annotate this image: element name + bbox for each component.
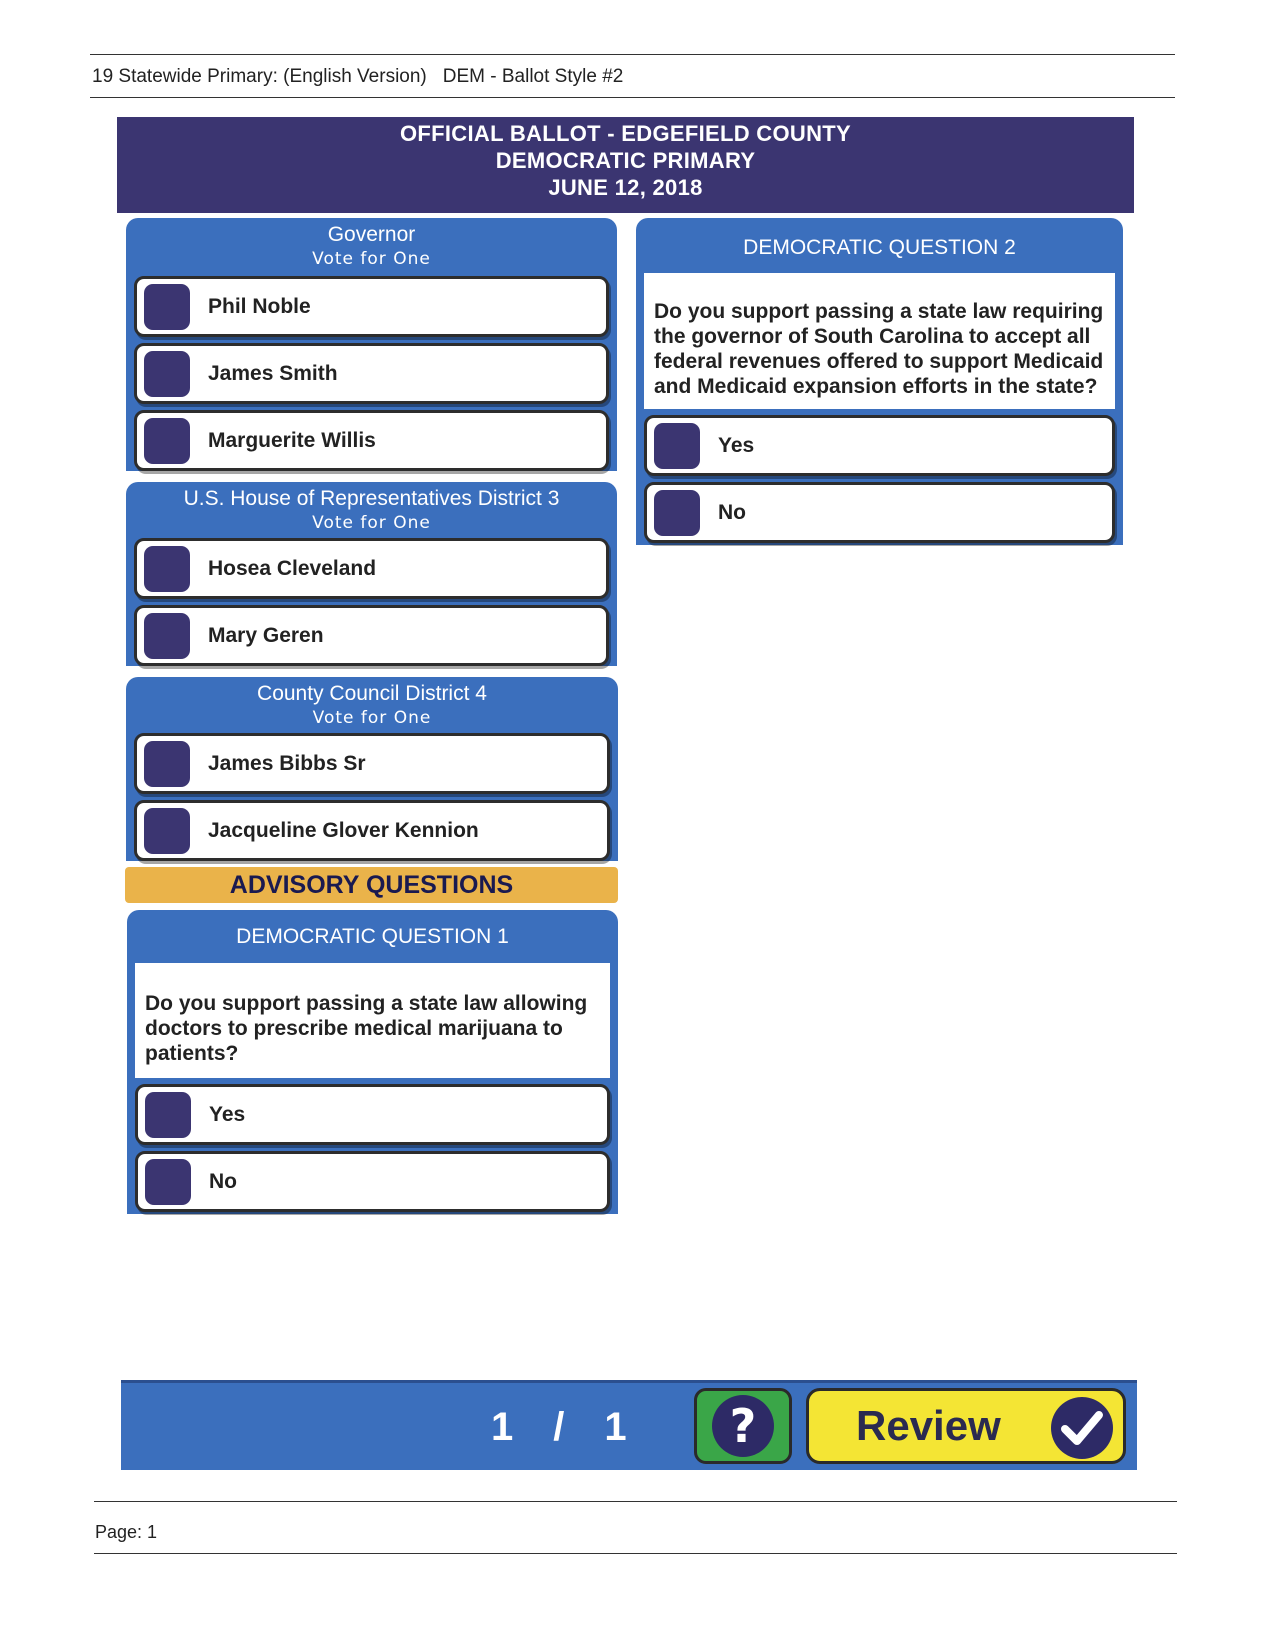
footer-top-rule (94, 1501, 1177, 1502)
choice-label: Mary Geren (208, 623, 324, 647)
choice-bubble[interactable] (144, 284, 190, 330)
contest-header (134, 677, 610, 733)
document-header-left: 19 Statewide Primary: (English Version) (92, 66, 427, 87)
advisory-questions-header: ADVISORY QUESTIONS (125, 867, 618, 903)
choice-bubble[interactable] (654, 490, 700, 536)
choice-bubble[interactable] (144, 808, 190, 854)
choice-label: Jacqueline Glover Kennion (208, 818, 479, 842)
contest-title: County Council District 4 (257, 682, 487, 705)
contest-county-council-district-4 (126, 677, 618, 861)
choice-bubble[interactable] (654, 423, 700, 469)
document-header (92, 66, 1172, 88)
current-page: 1 (491, 1405, 516, 1449)
choice-label: Yes (718, 433, 755, 457)
question-text: Do you support passing a state law allowing doctors to prescribe medical marijuana to patients? (135, 963, 610, 1078)
choice-label: James Smith (208, 361, 338, 385)
choice-james-bibbs-sr[interactable] (134, 733, 610, 794)
footer-bottom-rule (94, 1553, 1177, 1554)
choice-label: Yes (209, 1102, 246, 1126)
contest-instruction: Vote for One (312, 249, 431, 269)
contest-us-house-district-3 (126, 482, 617, 666)
page-separator: / (553, 1405, 567, 1449)
review-label: Review (856, 1402, 1001, 1449)
navigation-bar (121, 1380, 1137, 1470)
total-pages: 1 (604, 1405, 629, 1449)
contest-instruction: Vote for One (312, 708, 432, 728)
choice-bubble[interactable] (144, 546, 190, 592)
help-icon: ? (712, 1395, 774, 1457)
contest-governor (126, 218, 617, 471)
question-1-choice-no[interactable] (135, 1151, 610, 1212)
contest-header (134, 482, 609, 538)
ballot-title (117, 117, 1134, 213)
choice-label: Phil Noble (208, 294, 311, 318)
choice-marguerite-willis[interactable] (134, 410, 609, 471)
choice-bubble[interactable] (144, 741, 190, 787)
choice-label: Marguerite Willis (208, 428, 376, 452)
choice-mary-geren[interactable] (134, 605, 609, 666)
question-title: DEMOCRATIC QUESTION 2 (743, 236, 1016, 259)
choice-bubble[interactable] (145, 1159, 191, 1205)
ballot-title-line1: OFFICIAL BALLOT - EDGEFIELD COUNTY (400, 121, 851, 146)
review-button[interactable] (806, 1388, 1126, 1464)
header-top-rule (90, 54, 1175, 55)
democratic-question-2 (636, 218, 1123, 545)
choice-label: James Bibbs Sr (208, 751, 366, 775)
contest-title: Governor (327, 223, 416, 246)
contest-title: U.S. House of Representatives District 3 (183, 487, 560, 510)
page-counter (491, 1405, 629, 1450)
question-2-choice-yes[interactable] (644, 415, 1115, 476)
choice-phil-noble[interactable] (134, 276, 609, 337)
choice-bubble[interactable] (144, 351, 190, 397)
contest-header (134, 218, 609, 276)
choice-bubble[interactable] (145, 1092, 191, 1138)
choice-bubble[interactable] (144, 613, 190, 659)
choice-hosea-cleveland[interactable] (134, 538, 609, 599)
choice-label: No (718, 500, 746, 524)
header-bottom-rule (90, 97, 1175, 98)
question-text: Do you support passing a state law requiring the governor of South Carolina to accept all federal revenues offered to support Medicaid and Medicaid expansion efforts in the state? (644, 273, 1115, 409)
ballot-title-line3: JUNE 12, 2018 (548, 175, 703, 200)
choice-label: No (209, 1169, 237, 1193)
ballot-title-line2: DEMOCRATIC PRIMARY (495, 148, 756, 173)
democratic-question-1 (127, 910, 618, 1214)
contest-instruction: Vote for One (312, 513, 431, 533)
question-title: DEMOCRATIC QUESTION 1 (236, 925, 509, 948)
checkmark-icon (1051, 1397, 1113, 1459)
choice-label: Hosea Cleveland (208, 556, 377, 580)
choice-bubble[interactable] (144, 418, 190, 464)
document-header-right: DEM - Ballot Style #2 (442, 66, 624, 87)
help-button[interactable] (694, 1388, 792, 1464)
question-1-choice-yes[interactable] (135, 1084, 610, 1145)
question-2-choice-no[interactable] (644, 482, 1115, 543)
choice-jacqueline-glover-kennion[interactable] (134, 800, 610, 861)
page-footer: Page: 1 (95, 1522, 158, 1542)
choice-james-smith[interactable] (134, 343, 609, 404)
